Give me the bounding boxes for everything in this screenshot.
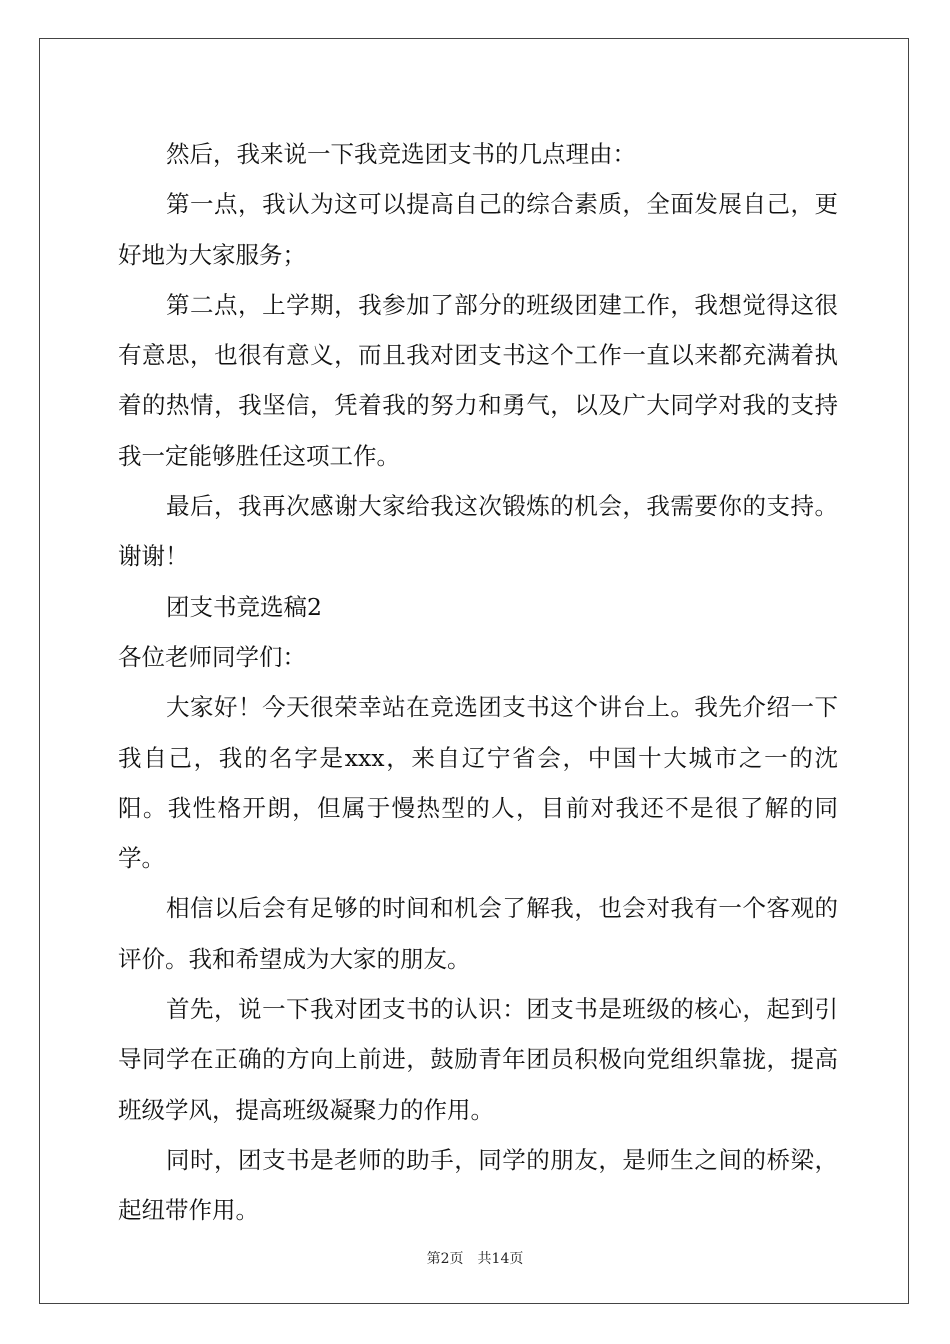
document-body: [118, 129, 838, 1236]
section-heading: 团支书竞选稿2: [166, 592, 322, 621]
page-number: 第2页: [426, 1251, 464, 1267]
page-footer: [0, 1248, 950, 1268]
paragraph-role: 同时，团支书是老师的助手，同学的朋友，是师生之间的桥梁，起纽带作用。: [118, 1145, 838, 1225]
paragraph-reason-1: 第一点，我认为这可以提高自己的综合素质，全面发展自己，更好地为大家服务；: [118, 190, 838, 269]
paragraph-closing: 最后，我再次感谢大家给我这次锻炼的机会，我需要你的支持。谢谢！: [118, 492, 838, 571]
page-total: 共14页: [477, 1251, 524, 1267]
salutation: 各位老师同学们：: [118, 642, 306, 671]
paragraph-reasons-intro: 然后，我来说一下我竞选团支书的几点理由：: [166, 140, 636, 168]
paragraph-reason-2: 第二点，上学期，我参加了部分的班级团建工作，我想觉得这很有意思，也很有意义，而且我对团支书这个工作一直以来都充满着执着的热情，我坚信，凭着我的努力和勇气，以及广大同学对我的支持我一定能够胜任这项工作。: [118, 290, 838, 470]
paragraph-understanding: 首先，说一下我对团支书的认识：团支书是班级的核心，起到引导同学在正确的方向上前进，鼓励青年团员积极向党组织靠拢，提高班级学风，提高班级凝聚力的作用。: [118, 995, 838, 1124]
paragraph-hope: 相信以后会有足够的时间和机会了解我，也会对我有一个客观的评价。我和希望成为大家的朋友。: [118, 894, 838, 973]
paragraph-self-intro: 大家好！今天很荣幸站在竞选团支书这个讲台上。我先介绍一下我自己，我的名字是xxx，来自辽宁省会，中国十大城市之一的沈阳。我性格开朗，但属于慢热型的人，目前对我还不是很了解的同学。: [118, 693, 838, 873]
